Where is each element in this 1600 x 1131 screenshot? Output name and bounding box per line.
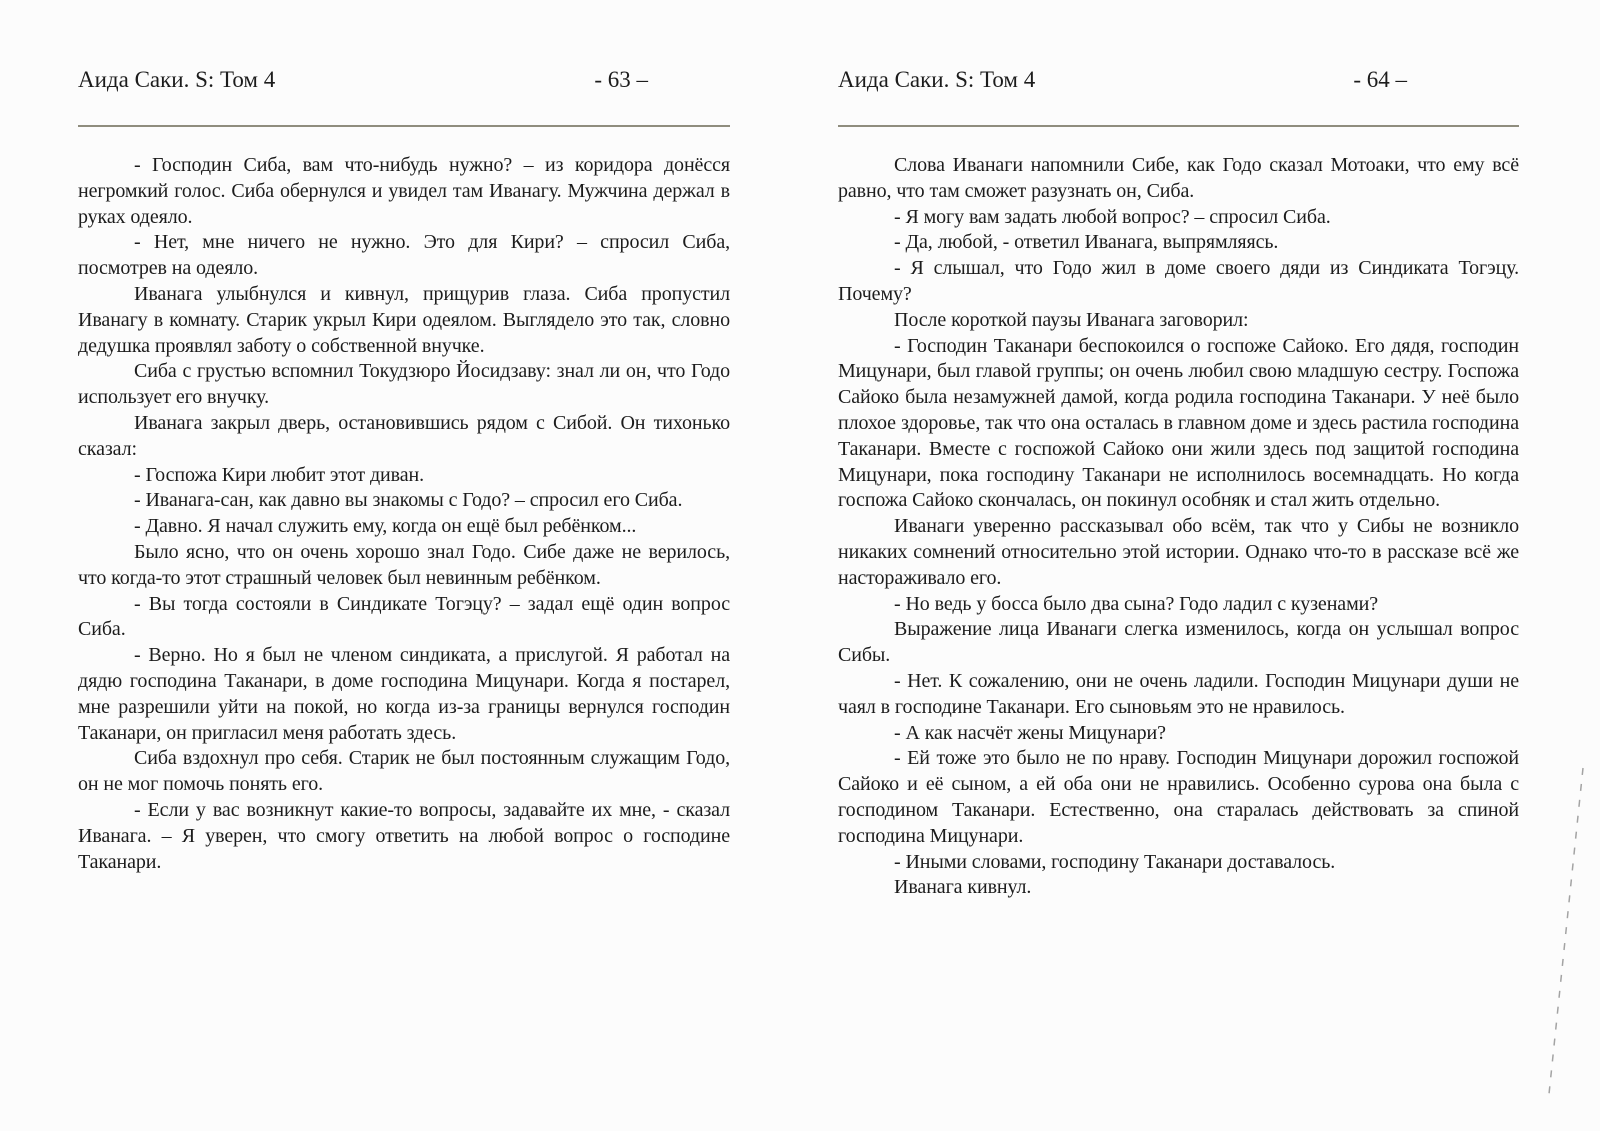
paragraph: - А как насчёт жены Мицунари? <box>894 721 1166 744</box>
paragraph: - Вы тогда состояли в Синдикате Тогэцу? – задал ещё один вопрос Сиба. <box>78 592 730 641</box>
header-rule <box>78 125 730 127</box>
page-text-column <box>838 153 1519 901</box>
paragraph: Слова Иванаги напомнили Сибе, как Годо сказал Мотоаки, что ему всё равно, что там сможет разузнать он, Сиба. <box>838 154 1519 202</box>
paragraph: - Госпожа Кири любит этот диван. <box>134 463 425 486</box>
page-number: - 64 – <box>1353 67 1407 92</box>
paragraph: Иванаги уверенно рассказывал обо всём, так что у Сибы не возникло никаких сомнений относительно этой истории. Однако что-то в рассказе всё же настораживало его. <box>838 515 1519 589</box>
paragraph: - Но ведь у босса было два сына? Годо ладил с кузенами? <box>894 592 1379 615</box>
paragraph: - Верно. Но я был не членом синдиката, а прислугой. Я работал на дядю господина Таканари, в доме господина Мицунари. Когда я постарел, мне разрешили уйти на покой, но когда из-за границы вернулся господин Таканари, он пригласил меня работать здесь. <box>78 644 730 744</box>
paragraph: - Я могу вам задать любой вопрос? – спросил Сиба. <box>894 205 1331 228</box>
paragraph: Иванага улыбнулся и кивнул, прищурив глаза. Сиба пропустил Иванагу в комнату. Старик укрыл Кири одеялом. Выглядело это так, словно дедушка проявлял заботу о собственной внучке. <box>78 282 730 357</box>
paragraph: Сиба с грустью вспомнил Токудзюро Йосидзаву: знал ли он, что Годо использует его внучку. <box>78 360 730 409</box>
page-header <box>78 0 730 94</box>
running-title: Аида Саки. S: Том 4 <box>78 67 276 92</box>
paragraph: Иванага закрыл дверь, остановившись рядом с Сибой. Он тихонько сказал: <box>78 411 730 460</box>
paragraph: Иванага кивнул. <box>894 876 1032 899</box>
running-title: Аида Саки. S: Том 4 <box>838 67 1036 92</box>
paragraph: - Я слышал, что Годо жил в доме своего дяди из Синдиката Тогэцу. Почему? <box>838 257 1519 305</box>
paragraph: - Да, любой, - ответил Иванага, выпрямляясь. <box>894 231 1279 254</box>
page-header <box>838 0 1519 94</box>
paragraph: - Господин Таканари беспокоился о госпоже Сайоко. Его дядя, господин Мицунари, был главой группы; он очень любил свою младшую сестру. Госпожа Сайоко была незамужней дамой, когда родила господина Таканари. У неё было плохое здоровье, так что она осталась в главном доме и здесь растила господина Таканари. Вместе с госпожой Сайоко они жили здесь под защитой господина Мицунари, пока господину Таканари не исполнилось восемнадцать. Но когда госпожа Сайоко скончалась, он покинул особняк и стал жить отдельно. <box>838 334 1519 512</box>
page-63 <box>78 0 730 1131</box>
paragraph: Выражение лица Иванаги слегка изменилось, когда он услышал вопрос Сибы. <box>838 618 1519 667</box>
page-64 <box>838 0 1519 1131</box>
page-text-column <box>78 153 730 875</box>
paragraph: - Если у вас возникнут какие-то вопросы, задавайте их мне, - сказал Иванага. – Я уверен, что смогу ответить на любой вопрос о господине Таканари. <box>78 798 730 873</box>
paragraph: - Иными словами, господину Таканари доставалось. <box>894 850 1336 873</box>
paragraph: - Господин Сиба, вам что-нибудь нужно? – из коридора донёсся негромкий голос. Сиба обернулся и увидел там Иванагу. Мужчина держал в руках одеяло. <box>78 154 730 228</box>
page-number: - 63 – <box>594 67 648 92</box>
paragraph: Было ясно, что он очень хорошо знал Годо. Сибе даже не верилось, что когда-то этот страшный человек был невинным ребёнком. <box>78 540 730 589</box>
paragraph: - Нет. К сожалению, они не очень ладили. Господин Мицунари души не чаял в господине Таканари. Его сыновьям это не нравилось. <box>838 669 1519 718</box>
paragraph: Сиба вздохнул про себя. Старик не был постоянным служащим Годо, он не мог помочь понять его. <box>78 747 730 796</box>
paragraph: - Нет, мне ничего не нужно. Это для Кири? – спросил Сиба, посмотрев на одеяло. <box>78 231 730 280</box>
header-rule <box>838 125 1519 127</box>
paragraph: После короткой паузы Иванага заговорил: <box>894 308 1249 331</box>
paragraph: - Иванага-сан, как давно вы знакомы с Годо? – спросил его Сиба. <box>134 489 683 512</box>
paragraph: - Ей тоже это было не по нраву. Господин Мицунари дорожил госпожой Сайоко и её сыном, а ей оба они не нравились. Особенно сурова она была с господином Таканари. Естественно, она старалась действовать за спиной господина Мицунари. <box>838 747 1519 847</box>
paragraph: - Давно. Я начал служить ему, когда он ещё был ребёнком... <box>134 515 637 538</box>
